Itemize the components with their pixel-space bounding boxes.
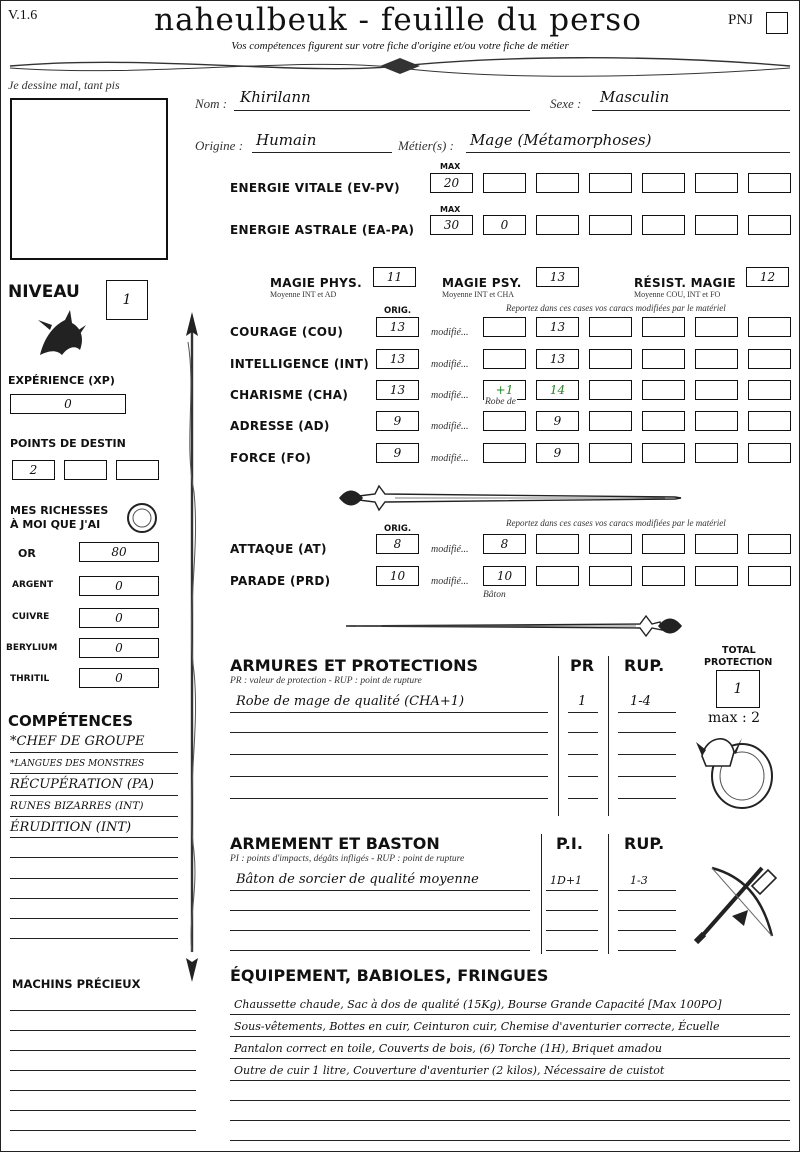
- ev-box-5[interactable]: [642, 173, 685, 193]
- stat-fo-b6[interactable]: [695, 443, 738, 463]
- ea-box-6[interactable]: [695, 215, 738, 235]
- weapons-icon: [692, 856, 782, 946]
- sheet-title: naheulbeuk - feuille du perso: [154, 2, 642, 38]
- armement-divider-1: [541, 834, 542, 954]
- armure-pr-line-1: [568, 712, 598, 713]
- magie-psy-label: MAGIE PSY.: [442, 276, 522, 290]
- parade-orig[interactable]: 10: [376, 566, 419, 586]
- competence-item-2[interactable]: *LANGUES DES MONSTRES: [10, 759, 145, 769]
- equipement-line-4[interactable]: Outre de cuir 1 litre, Couverture d'aventurier (2 kilos), Nécessaire de cuistot: [234, 1064, 665, 1077]
- magie-psy-sub: Moyenne INT et CHA: [442, 290, 515, 299]
- wealth-berylium-box[interactable]: 0: [79, 638, 159, 658]
- wealth-or-box[interactable]: 80: [79, 542, 159, 562]
- sexe-label: Sexe :: [550, 96, 582, 111]
- baton-note: Bâton: [483, 590, 506, 600]
- stat-int-orig[interactable]: 13: [376, 349, 419, 369]
- stat-cha-b4[interactable]: [589, 380, 632, 400]
- parade-b4[interactable]: [589, 566, 632, 586]
- armure-line-5: [230, 798, 548, 799]
- attaque-b5[interactable]: [642, 534, 685, 554]
- attaque-b6[interactable]: [695, 534, 738, 554]
- armure-pr-line-2: [568, 732, 598, 733]
- competence-line-6: [10, 857, 178, 858]
- ev-box-4[interactable]: [589, 173, 632, 193]
- armement-col-rup: RUP.: [624, 834, 665, 853]
- machins-line-1: [10, 1010, 196, 1011]
- magie-phys-sub: Moyenne INT et AD: [270, 290, 337, 299]
- total-protection-max: max : 2: [708, 710, 761, 726]
- stat-int-b5[interactable]: [642, 349, 685, 369]
- wealth-thritil-label: THRITIL: [10, 674, 50, 684]
- competence-line-3: [10, 795, 178, 796]
- resist-magie-label: RÉSIST. MAGIE: [634, 276, 736, 290]
- stat-int-col2[interactable]: 13: [536, 349, 579, 369]
- arme-row-1-name[interactable]: Bâton de sorcier de qualité moyenne: [236, 872, 479, 887]
- armement-sub: PI : points d'impacts, dégâts infligés - RUP : point de rupture: [230, 854, 465, 864]
- stat-cha-orig[interactable]: 13: [376, 380, 419, 400]
- wealth-berylium-label: BERYLIUM: [6, 643, 58, 653]
- stat-fo-b7[interactable]: [748, 443, 791, 463]
- armures-col-pr: PR: [570, 656, 595, 675]
- armures-divider-1: [558, 656, 559, 816]
- attaque-b4[interactable]: [589, 534, 632, 554]
- equipement-title: ÉQUIPEMENT, BABIOLES, FRINGUES: [230, 966, 549, 985]
- ea-box-7[interactable]: [748, 215, 791, 235]
- stat-cha-b7[interactable]: [748, 380, 791, 400]
- machins-line-6: [10, 1110, 196, 1111]
- magie-psy-box[interactable]: 13: [536, 267, 579, 287]
- stat-cou-col2[interactable]: 13: [536, 317, 579, 337]
- equipement-line-2[interactable]: Sous-vêtements, Bottes en cuir, Ceinturon cuir, Chemise d'aventurier correcte, Écuelle: [234, 1020, 720, 1033]
- resist-magie-sub: Moyenne COU, INT et FO: [634, 290, 721, 299]
- portrait-caption: Je dessine mal, tant pis: [8, 78, 120, 92]
- stat-ad-b7[interactable]: [748, 411, 791, 431]
- niveau-box[interactable]: 1: [106, 280, 148, 320]
- stat-fo-modifie: modifié...: [431, 453, 469, 464]
- nom-label: Nom :: [195, 96, 228, 111]
- ea-box-4[interactable]: [589, 215, 632, 235]
- stats-orig-label: ORIG.: [384, 306, 412, 316]
- armure-rup-line-5: [618, 798, 676, 799]
- stat-int-modifie: modifié...: [431, 359, 469, 370]
- stat-fo-mod[interactable]: [483, 443, 526, 463]
- wealth-argent-label: ARGENT: [12, 580, 54, 590]
- stat-cha-label: CHARISME (CHA): [230, 388, 349, 402]
- resist-magie-box[interactable]: 12: [746, 267, 789, 287]
- version-label: V.1.6: [8, 8, 38, 23]
- armures-col-rup: RUP.: [624, 656, 665, 675]
- stat-ad-label: ADRESSE (AD): [230, 419, 330, 433]
- stat-cou-modifie: modifié...: [431, 327, 469, 338]
- stat-cou-label: COURAGE (COU): [230, 325, 344, 339]
- competence-line-4: [10, 816, 178, 817]
- competence-line-7: [10, 878, 178, 879]
- competence-item-3[interactable]: RÉCUPÉRATION (PA): [10, 777, 154, 792]
- magie-phys-label: MAGIE PHYS.: [270, 276, 362, 290]
- stat-ad-mod[interactable]: [483, 411, 526, 431]
- competence-line-2: [10, 773, 178, 774]
- equipement-underline-5: [230, 1100, 790, 1101]
- header-ornament: [0, 54, 800, 78]
- destin-box-1[interactable]: 2: [12, 460, 55, 480]
- stat-cha-b5[interactable]: [642, 380, 685, 400]
- ea-max-box[interactable]: 30: [430, 215, 473, 235]
- pnj-checkbox[interactable]: [766, 12, 788, 34]
- stat-cha-modifie: modifié...: [431, 390, 469, 401]
- competence-line-1: [10, 752, 178, 753]
- sexe-value[interactable]: Masculin: [600, 88, 670, 106]
- arme-line-1: [230, 890, 530, 891]
- total-protection-label-2: PROTECTION: [704, 657, 773, 668]
- stat-fo-orig[interactable]: 9: [376, 443, 419, 463]
- nom-underline: [234, 110, 530, 111]
- attaque-orig[interactable]: 8: [376, 534, 419, 554]
- portrait-box[interactable]: [10, 98, 168, 260]
- stat-cou-b6[interactable]: [695, 317, 738, 337]
- arme-rup-line-1: [618, 890, 676, 891]
- arme-rup-line-4: [618, 950, 676, 951]
- armure-rup-line-3: [618, 754, 676, 755]
- ea-max-label: MAX: [440, 205, 461, 214]
- competence-item-5[interactable]: ÉRUDITION (INT): [10, 820, 132, 835]
- arme-pi-line-2: [546, 910, 598, 911]
- equipement-underline-6: [230, 1120, 790, 1121]
- parade-modifie: modifié...: [431, 576, 469, 587]
- competences-title: COMPÉTENCES: [8, 712, 134, 730]
- stat-cha-mod[interactable]: +1: [483, 380, 526, 400]
- stat-cou-b5[interactable]: [642, 317, 685, 337]
- stat-fo-b4[interactable]: [589, 443, 632, 463]
- competence-item-4[interactable]: RUNES BIZARRES (INT): [10, 800, 144, 812]
- arme-pi-line-4: [546, 950, 598, 951]
- machins-line-2: [10, 1030, 196, 1031]
- total-protection-label-1: TOTAL: [722, 645, 756, 656]
- dragon-icon: [30, 305, 90, 365]
- armure-line-4: [230, 776, 548, 777]
- destin-box-3[interactable]: [116, 460, 159, 480]
- origine-label: Origine :: [195, 138, 244, 153]
- sexe-underline: [592, 110, 790, 111]
- parade-b7[interactable]: [748, 566, 791, 586]
- metier-label: Métier(s) :: [398, 138, 454, 153]
- stat-fo-label: FORCE (FO): [230, 451, 312, 465]
- stat-ad-orig[interactable]: 9: [376, 411, 419, 431]
- combat-orig-label: ORIG.: [384, 524, 412, 534]
- ea-box-3[interactable]: [536, 215, 579, 235]
- sword-icon: [335, 478, 685, 518]
- armement-divider-2: [608, 834, 609, 954]
- coin-icon: [126, 502, 158, 534]
- arme-rup-line-2: [618, 910, 676, 911]
- stats-report-note: Reportez dans ces cases vos caracs modifiées par le matériel: [506, 303, 726, 313]
- armure-rup-line-1: [618, 712, 676, 713]
- machins-line-5: [10, 1090, 196, 1091]
- ev-box-2[interactable]: [483, 173, 526, 193]
- arme-line-3: [230, 930, 530, 931]
- destin-box-2[interactable]: [64, 460, 107, 480]
- machins-line-3: [10, 1050, 196, 1051]
- stat-int-label: INTELLIGENCE (INT): [230, 357, 369, 371]
- stat-cha-col2[interactable]: 14: [536, 380, 579, 400]
- ea-box-5[interactable]: [642, 215, 685, 235]
- stat-cou-b7[interactable]: [748, 317, 791, 337]
- stat-int-b4[interactable]: [589, 349, 632, 369]
- wealth-or-label: OR: [18, 547, 36, 560]
- stat-int-b6[interactable]: [695, 349, 738, 369]
- stat-ad-b4[interactable]: [589, 411, 632, 431]
- competence-line-10: [10, 938, 178, 939]
- robe-note: Robe de: [485, 397, 516, 407]
- origine-value[interactable]: Humain: [256, 131, 317, 149]
- parade-b3[interactable]: [536, 566, 579, 586]
- stat-cou-mod[interactable]: [483, 317, 526, 337]
- combat-report-note: Reportez dans ces cases vos caracs modifiées par le matériel: [506, 518, 726, 528]
- arme-line-4: [230, 950, 530, 951]
- wealth-argent-box[interactable]: 0: [79, 576, 159, 596]
- ea-label: ENERGIE ASTRALE (EA-PA): [230, 223, 415, 237]
- arme-pi-line-3: [546, 930, 598, 931]
- competence-line-8: [10, 898, 178, 899]
- arme-rup-line-3: [618, 930, 676, 931]
- ev-box-7[interactable]: [748, 173, 791, 193]
- shield-helmet-icon: [696, 726, 776, 812]
- equipement-line-1[interactable]: Chaussette chaude, Sac à dos de qualité (15Kg), Bourse Grande Capacité [Max 100PO]: [234, 998, 722, 1011]
- arme-row-1-pi[interactable]: 1D+1: [550, 874, 583, 887]
- armement-col-pi: P.I.: [556, 834, 583, 853]
- armure-row-1-pr[interactable]: 1: [578, 694, 587, 709]
- competence-line-5: [10, 837, 178, 838]
- equipement-line-3[interactable]: Pantalon correct en toile, Couverts de bois, (6) Torche (1H), Briquet amadou: [234, 1042, 662, 1055]
- richesses-label-1: MES RICHESSES: [10, 504, 109, 517]
- stat-cou-orig[interactable]: 13: [376, 317, 419, 337]
- arme-pi-line-1: [546, 890, 598, 891]
- pnj-label: PNJ: [728, 12, 754, 28]
- armure-pr-line-4: [568, 776, 598, 777]
- wealth-thritil-box[interactable]: 0: [79, 668, 159, 688]
- nom-value[interactable]: Khirilann: [240, 88, 311, 106]
- armure-row-1-name[interactable]: Robe de mage de qualité (CHA+1): [236, 694, 465, 709]
- ev-box-6[interactable]: [695, 173, 738, 193]
- machins-line-4: [10, 1070, 196, 1071]
- parade-label: PARADE (PRD): [230, 574, 331, 588]
- armure-pr-line-5: [568, 798, 598, 799]
- stat-ad-b5[interactable]: [642, 411, 685, 431]
- stat-ad-b6[interactable]: [695, 411, 738, 431]
- attaque-mod[interactable]: 8: [483, 534, 526, 554]
- machins-line-7: [10, 1130, 196, 1131]
- armure-pr-line-3: [568, 754, 598, 755]
- arme-line-2: [230, 910, 530, 911]
- total-protection-box[interactable]: 1: [716, 670, 760, 708]
- armure-line-1: [230, 712, 548, 713]
- wealth-cuivre-label: CUIVRE: [12, 612, 50, 622]
- xp-box[interactable]: 0: [10, 394, 126, 414]
- ev-max-label: MAX: [440, 162, 461, 171]
- armure-line-2: [230, 732, 548, 733]
- stat-ad-modifie: modifié...: [431, 421, 469, 432]
- arme-row-1-rup[interactable]: 1-3: [630, 874, 648, 887]
- attaque-modifie: modifié...: [431, 544, 469, 555]
- armement-title: ARMEMENT ET BASTON: [230, 834, 440, 853]
- attaque-b3[interactable]: [536, 534, 579, 554]
- richesses-label-2: À MOI QUE J'AI: [10, 518, 101, 531]
- stat-fo-col2[interactable]: 9: [536, 443, 579, 463]
- sword-icon-2: [340, 606, 685, 646]
- wealth-cuivre-box[interactable]: 0: [79, 608, 159, 628]
- parade-mod[interactable]: 10: [483, 566, 526, 586]
- armure-row-1-rup[interactable]: 1-4: [630, 694, 651, 709]
- sheet-subtitle: Vos compétences figurent sur votre fiche d'origine et/ou votre fiche de métier: [231, 40, 569, 52]
- armure-rup-line-2: [618, 732, 676, 733]
- parade-b6[interactable]: [695, 566, 738, 586]
- equipement-underline-2: [230, 1036, 790, 1037]
- spear-icon: [180, 312, 204, 982]
- equipement-underline-3: [230, 1058, 790, 1059]
- equipement-underline-4: [230, 1080, 790, 1081]
- stat-fo-b5[interactable]: [642, 443, 685, 463]
- armures-sub: PR : valeur de protection - RUP : point de rupture: [230, 676, 422, 686]
- magie-phys-box[interactable]: 11: [373, 267, 416, 287]
- ev-box-3[interactable]: [536, 173, 579, 193]
- armure-line-3: [230, 754, 548, 755]
- armure-rup-line-4: [618, 776, 676, 777]
- metier-underline: [466, 152, 790, 153]
- machins-title: MACHINS PRÉCIEUX: [12, 977, 141, 991]
- destin-label: POINTS DE DESTIN: [10, 437, 126, 450]
- equipement-underline-7: [230, 1140, 790, 1141]
- ev-max-box[interactable]: 20: [430, 173, 473, 193]
- xp-label: EXPÉRIENCE (XP): [8, 374, 115, 387]
- parade-b5[interactable]: [642, 566, 685, 586]
- armures-title: ARMURES ET PROTECTIONS: [230, 656, 478, 675]
- stat-ad-col2[interactable]: 9: [536, 411, 579, 431]
- metier-value[interactable]: Mage (Métamorphoses): [470, 131, 652, 149]
- competence-item-1[interactable]: *CHEF DE GROUPE: [10, 734, 145, 749]
- stat-cou-b4[interactable]: [589, 317, 632, 337]
- niveau-label: NIVEAU: [8, 282, 80, 302]
- competence-line-9: [10, 918, 178, 919]
- armures-divider-2: [608, 656, 609, 816]
- ea-current-box[interactable]: 0: [483, 215, 526, 235]
- ev-label: ENERGIE VITALE (EV-PV): [230, 181, 400, 195]
- attaque-b7[interactable]: [748, 534, 791, 554]
- stat-int-mod[interactable]: [483, 349, 526, 369]
- origine-underline: [252, 152, 392, 153]
- stat-int-b7[interactable]: [748, 349, 791, 369]
- stat-cha-b6[interactable]: [695, 380, 738, 400]
- equipement-underline-1: [230, 1014, 790, 1015]
- attaque-label: ATTAQUE (AT): [230, 542, 327, 556]
